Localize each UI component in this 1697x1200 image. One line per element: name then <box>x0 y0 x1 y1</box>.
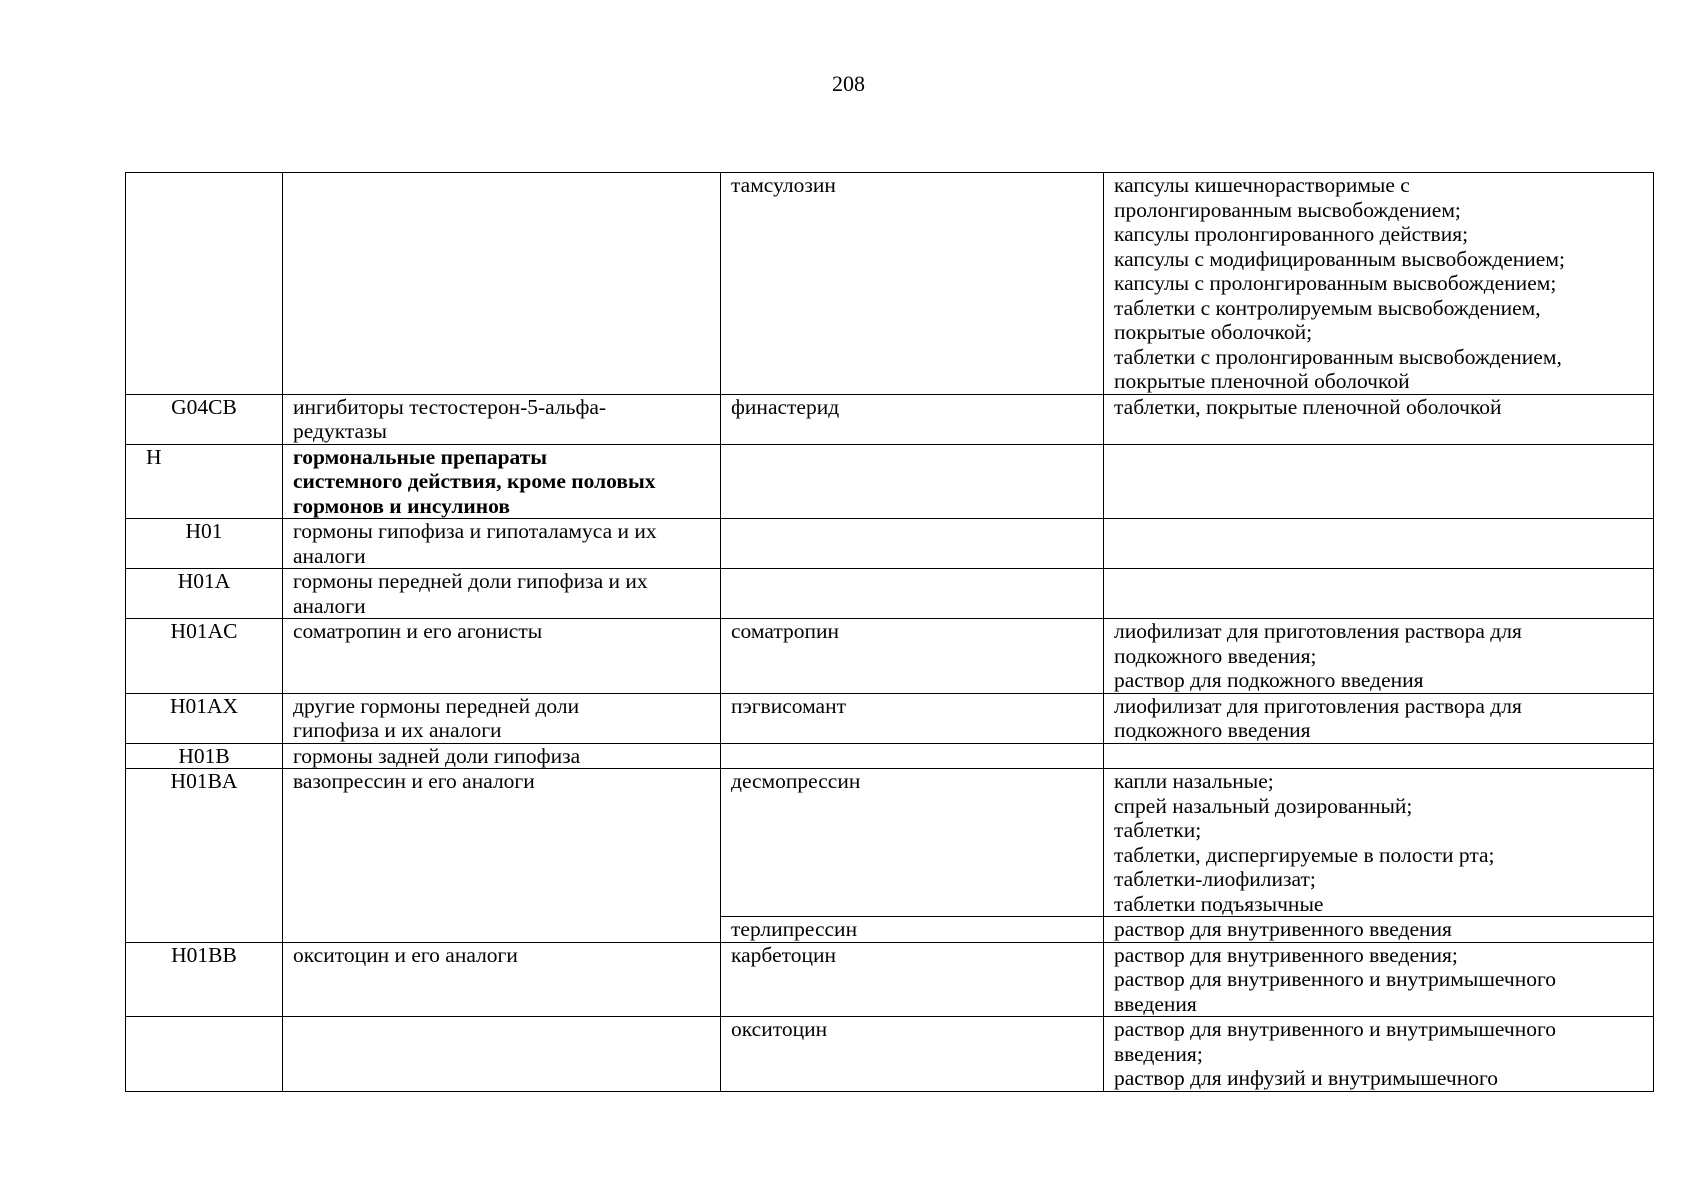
table-row <box>126 173 1654 395</box>
dosage-form-cell <box>1104 743 1654 769</box>
cell-text-line: капсулы с модифицированным высвобождением; <box>1114 246 1565 271</box>
table-body <box>126 173 1654 1092</box>
cell-text-line: гормоны передней доли гипофиза и их <box>293 569 648 593</box>
atc-code-cell <box>126 173 283 395</box>
cell-text-line: соматропин и его агонисты <box>293 619 543 643</box>
atc-code-cell: H01AC <box>126 619 283 694</box>
cell-text-line: спрей назальный дозированный; <box>1114 793 1413 818</box>
cell-text-line: таблетки; <box>1114 818 1202 842</box>
group-name-cell <box>283 394 721 444</box>
drug-name-cell: тамсулозин <box>721 173 1104 395</box>
group-name-cell <box>283 173 721 395</box>
group-name-cell <box>283 619 721 694</box>
dosage-form-cell <box>1104 693 1654 743</box>
cell-text-line: редуктазы <box>293 419 387 443</box>
cell-text-line: капсулы кишечнорастворимые с <box>1114 173 1410 197</box>
dosage-form-cell <box>1104 619 1654 694</box>
cell-text-line: таблетки-лиофилизат; <box>1114 867 1316 891</box>
dosage-form-cell <box>1104 917 1654 943</box>
group-name-cell <box>283 693 721 743</box>
cell-text-line: раствор для внутривенного введения; <box>1114 942 1458 967</box>
table-row <box>126 693 1654 743</box>
page-number: 208 <box>832 71 865 96</box>
cell-text-line: капсулы пролонгированного действия; <box>1114 222 1469 246</box>
atc-code-cell: H01BB <box>126 942 283 1017</box>
drug-table <box>125 172 1654 1092</box>
group-name-cell <box>283 519 721 569</box>
atc-code-cell: H01BA <box>126 769 283 943</box>
drug-name-cell: пэгвисомант <box>721 693 1104 743</box>
table-row <box>126 619 1654 694</box>
group-name-cell <box>283 769 721 943</box>
atc-code-cell: G04CB <box>126 394 283 444</box>
cell-text-line: таблетки с пролонгированным высвобождением, <box>1114 344 1562 369</box>
cell-text-line: подкожного введения <box>1114 718 1311 742</box>
cell-text-line: раствор для внутривенного и внутримышечного <box>1114 1017 1557 1041</box>
table-row <box>126 569 1654 619</box>
cell-text-line: раствор для инфузий и внутримышечного <box>1114 1066 1498 1090</box>
atc-code-cell: H01A <box>126 569 283 619</box>
atc-code-cell: H <box>126 444 283 519</box>
table-row <box>126 444 1654 519</box>
cell-text-line: окситоцин и его аналоги <box>293 942 518 967</box>
drug-name-cell: окситоцин <box>721 1017 1104 1092</box>
table-row <box>126 394 1654 444</box>
dosage-form-cell <box>1104 569 1654 619</box>
group-name-cell <box>283 444 721 519</box>
table-row <box>126 519 1654 569</box>
cell-text-line: раствор для внутривенного введения <box>1114 917 1452 941</box>
drug-name-cell: финастерид <box>721 394 1104 444</box>
cell-text-line: гипофиза и их аналоги <box>293 718 502 742</box>
atc-code-cell: H01B <box>126 743 283 769</box>
atc-code-cell <box>126 1017 283 1092</box>
cell-text-line: капли назальные; <box>1114 769 1274 793</box>
dosage-form-cell <box>1104 444 1654 519</box>
cell-text-line: таблетки с контролируемым высвобождением, <box>1114 295 1541 320</box>
dosage-form-cell <box>1104 173 1654 395</box>
group-name-cell <box>283 942 721 1017</box>
dosage-form-cell <box>1104 942 1654 1017</box>
cell-text-line: таблетки, диспергируемые в полости рта; <box>1114 842 1495 867</box>
cell-text-line: лиофилизат для приготовления раствора для <box>1114 619 1522 643</box>
table-row <box>126 743 1654 769</box>
cell-text-line: гормоны гипофиза и гипоталамуса и их <box>293 519 657 543</box>
cell-text-line: другие гормоны передней доли <box>293 693 580 718</box>
atc-code-cell: H01 <box>126 519 283 569</box>
dosage-form-cell <box>1104 519 1654 569</box>
cell-text-line: гормонов и инсулинов <box>293 493 510 518</box>
cell-text-line: покрытые оболочкой; <box>1114 320 1313 344</box>
cell-text-line: раствор для внутривенного и внутримышечного <box>1114 967 1557 991</box>
dosage-form-cell <box>1104 1017 1654 1092</box>
cell-text-line: раствор для подкожного введения <box>1114 668 1424 692</box>
cell-text-line: введения <box>1114 991 1197 1016</box>
cell-text-line: таблетки подъязычные <box>1114 891 1324 916</box>
table-row <box>126 769 1654 917</box>
drug-name-cell: терлипрессин <box>721 917 1104 943</box>
atc-code-cell: H01AX <box>126 693 283 743</box>
cell-text-line: пролонгированным высвобождением; <box>1114 197 1461 222</box>
drug-name-cell <box>721 743 1104 769</box>
drug-name-cell: десмопрессин <box>721 769 1104 917</box>
cell-text-line: гормональные препараты <box>293 444 548 469</box>
drug-name-cell: соматропин <box>721 619 1104 694</box>
group-name-cell <box>283 569 721 619</box>
cell-text-line: покрытые пленочной оболочкой <box>1114 369 1410 393</box>
cell-text-line: аналоги <box>293 543 366 568</box>
drug-name-cell <box>721 569 1104 619</box>
table-row <box>126 942 1654 1017</box>
drug-name-cell <box>721 519 1104 569</box>
dosage-form-cell <box>1104 769 1654 917</box>
cell-text-line: подкожного введения; <box>1114 643 1317 668</box>
cell-text-line: капсулы с пролонгированным высвобождением; <box>1114 271 1557 295</box>
cell-text-line: системного действия, кроме половых <box>293 469 656 493</box>
cell-text-line: введения; <box>1114 1041 1203 1066</box>
group-name-cell <box>283 1017 721 1092</box>
group-name-cell <box>283 743 721 769</box>
cell-text-line: таблетки, покрытые пленочной оболочкой <box>1114 394 1502 419</box>
cell-text-line: вазопрессин и его аналоги <box>293 769 535 793</box>
table-row <box>126 1017 1654 1092</box>
drug-name-cell <box>721 444 1104 519</box>
dosage-form-cell <box>1104 394 1654 444</box>
cell-text-line: лиофилизат для приготовления раствора для <box>1114 693 1522 718</box>
drug-name-cell: карбетоцин <box>721 942 1104 1017</box>
cell-text-line: аналоги <box>293 593 366 618</box>
cell-text-line: ингибиторы тестостерон-5-альфа- <box>293 394 607 419</box>
cell-text-line: гормоны задней доли гипофиза <box>293 743 581 768</box>
